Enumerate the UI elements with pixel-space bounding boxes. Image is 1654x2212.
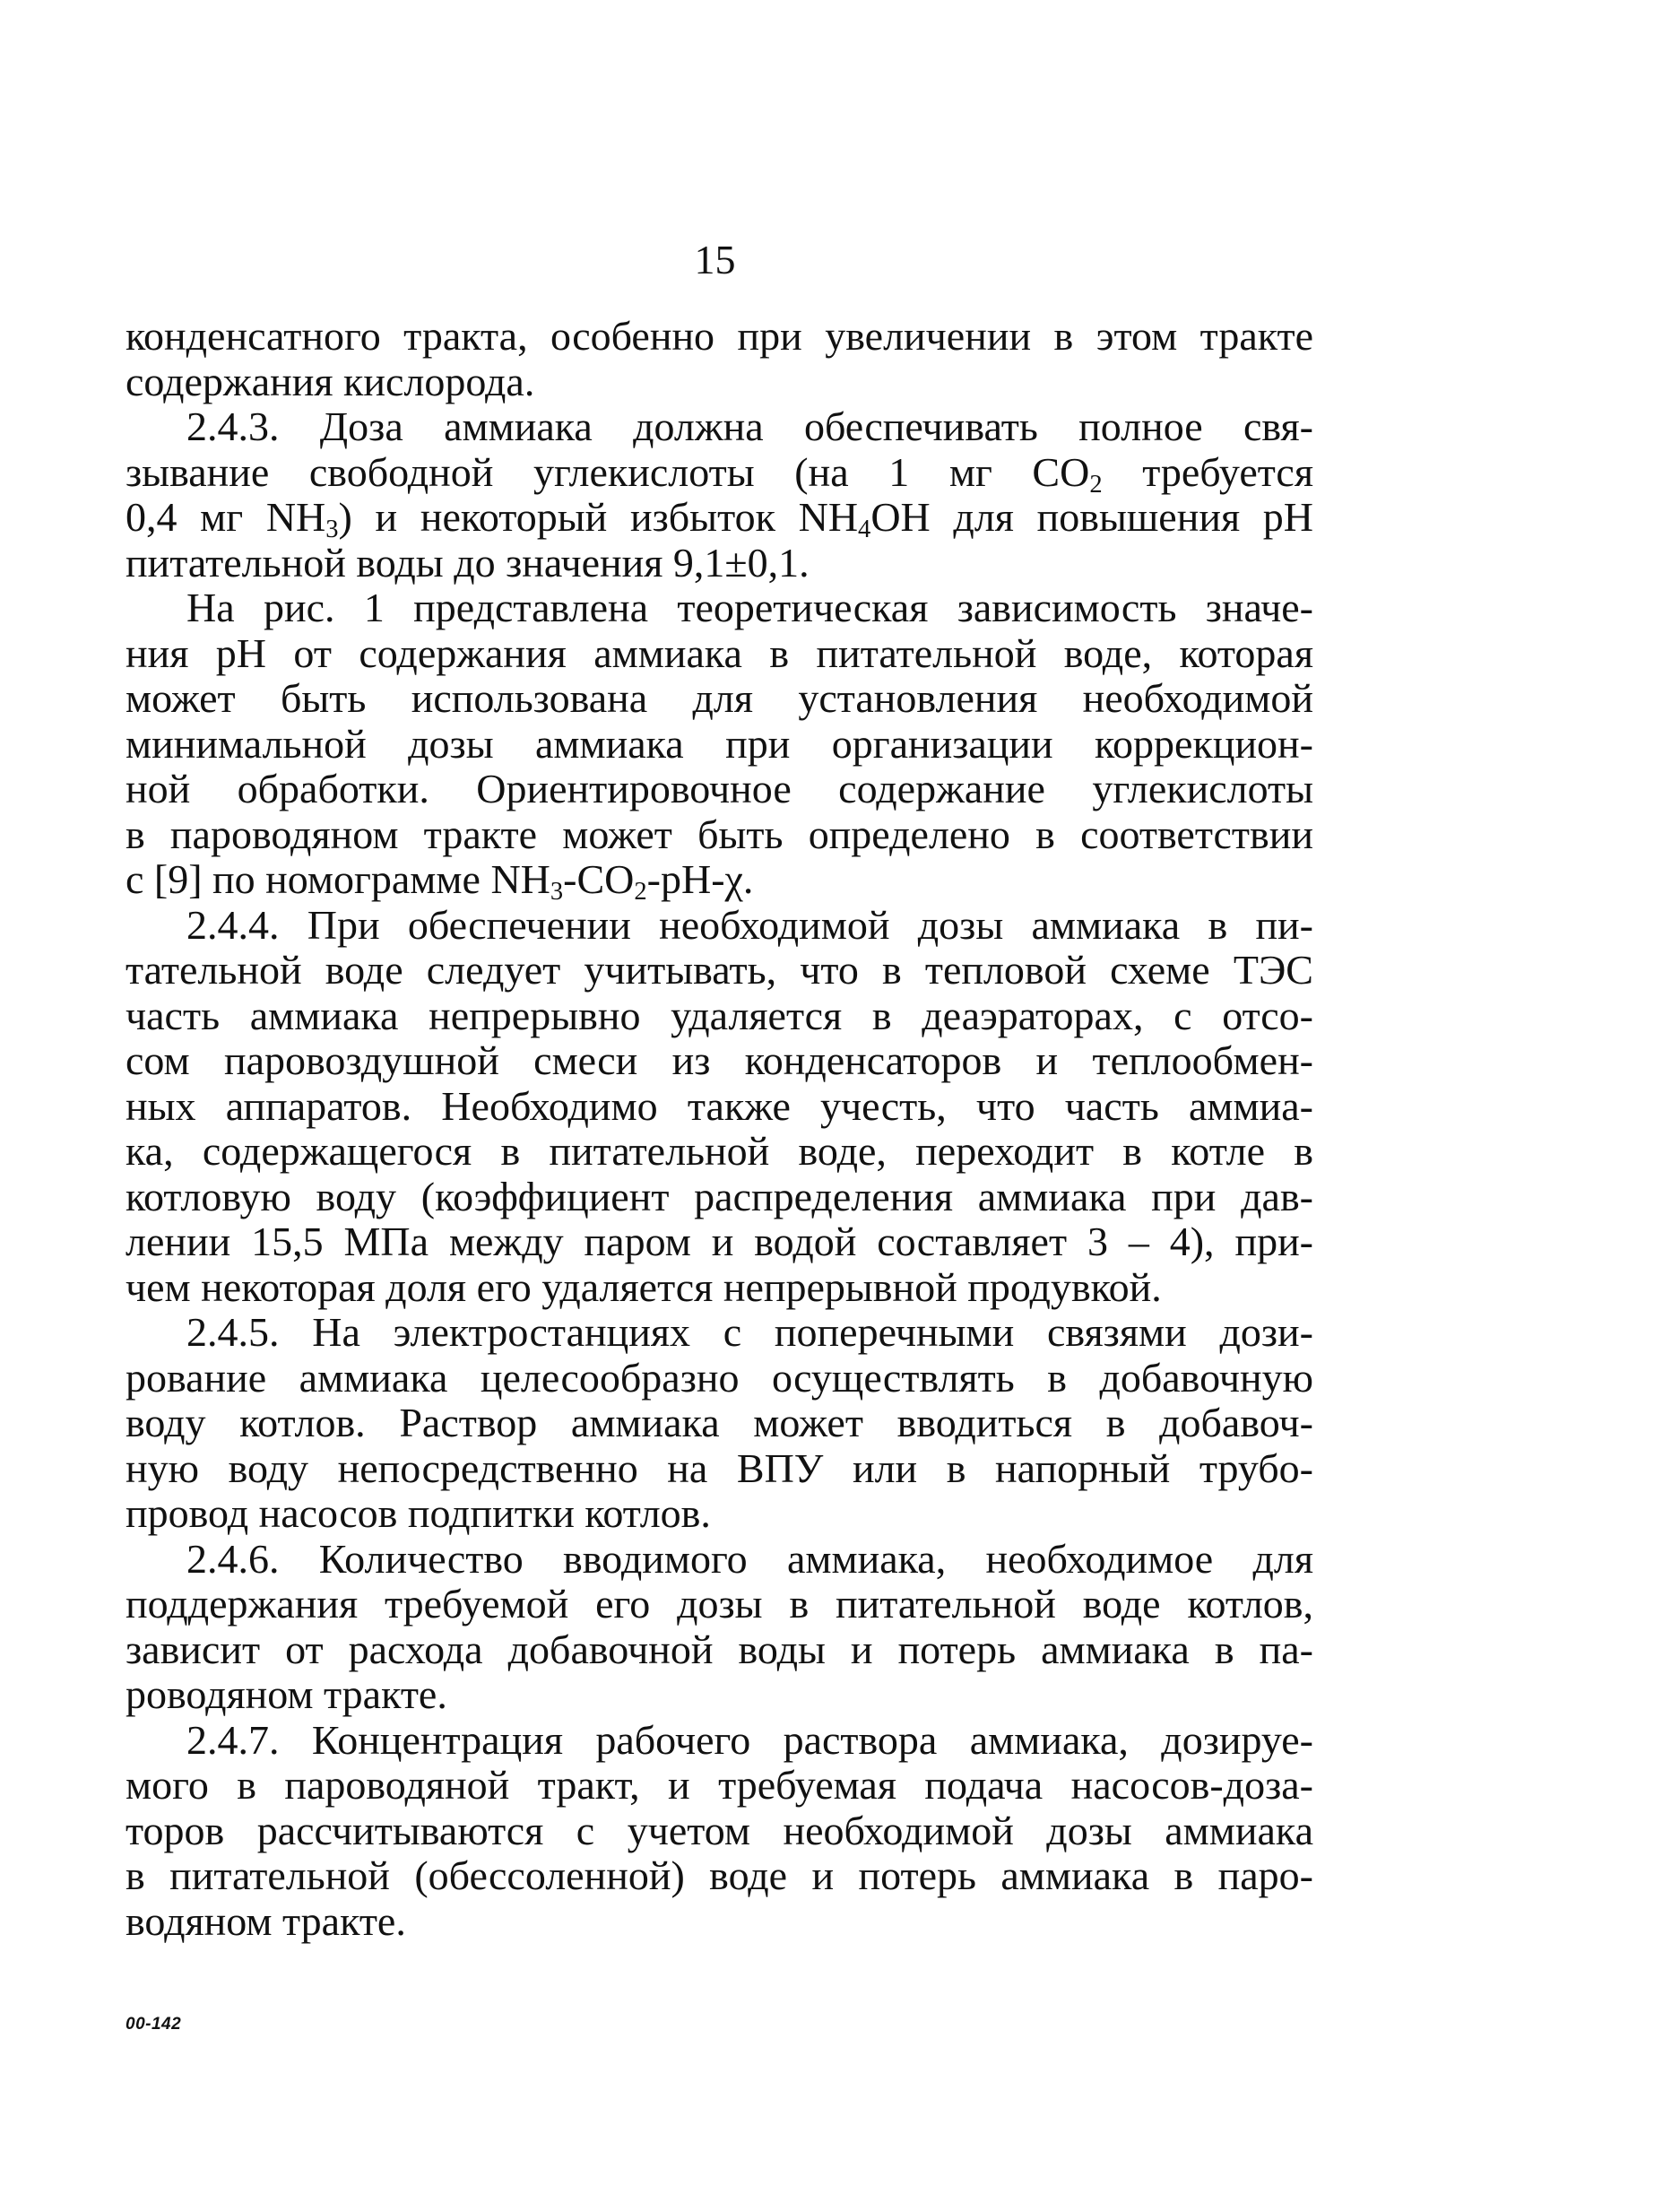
text-line: с [9] по номограмме $NH_3-CO_2-pH-\chi$. xyxy=(126,856,754,906)
text-line: 0,4 мг $NH_3$) и некоторый избыток $NH_4OH$ для повышения pH xyxy=(126,494,1313,544)
text-line: ния pH от содержания аммиака в питательной воде, которая xyxy=(126,629,1313,676)
text-line: рование аммиака целесообразно осуществлять в добавочную xyxy=(126,1354,1313,1401)
text-line: питательной воды до значения 9,1±0,1. xyxy=(126,539,810,586)
text-line: содержания кислорода. xyxy=(126,358,535,404)
body-text xyxy=(126,314,1313,1944)
section-2-4-6-start: 2.4.6. Количество вводимого аммиака, необходимое для xyxy=(186,1535,1313,1582)
text-line: котловую воду (коэффициент распределения аммиака при дав- xyxy=(126,1173,1313,1219)
text-line: роводяном тракте. xyxy=(126,1671,447,1717)
text-line: воду котлов. Раствор аммиака может вводиться в добавоч- xyxy=(126,1400,1313,1445)
page-number: 15 xyxy=(694,237,736,282)
text-line: ную воду непосредственно на ВПУ или в напорный трубо- xyxy=(126,1444,1313,1491)
subscript: 4 xyxy=(858,516,871,544)
text-line: в питательной (обессоленной) воде и потерь аммиака в паро- xyxy=(126,1852,1313,1898)
text-line: водяном тракте. xyxy=(126,1897,406,1944)
section-2-4-7-start: 2.4.7. Концентрация рабочего раствора аммиака, дозируе- xyxy=(186,1716,1313,1763)
text-line: поддержания требуемой его дозы в питательной воде котлов, xyxy=(126,1581,1313,1626)
text-line: ных аппаратов. Необходимо также учесть, что часть аммиа- xyxy=(126,1082,1313,1129)
text-line: ка, содержащегося в питательной воде, переходит в котле в xyxy=(126,1128,1313,1174)
text-line: в пароводяном тракте может быть определено в соответствии xyxy=(126,811,1313,857)
footer-code: 00-142 xyxy=(126,2015,182,2034)
section-2-4-3-start: 2.4.3. Доза аммиака должна обеспечивать полное свя- xyxy=(186,403,1313,449)
text-line: зависит от расхода добавочной воды и потерь аммиака в па- xyxy=(126,1626,1313,1672)
text-line: мого в пароводяной тракт, и требуемая подача насосов-доза- xyxy=(126,1762,1313,1808)
subscript: 3 xyxy=(550,878,564,906)
section-2-4-5-start: 2.4.5. На электростанциях с поперечными связями дози- xyxy=(186,1309,1313,1355)
text-line: лении 15,5 МПа между паром и водой составляет 3 – 4), при- xyxy=(126,1219,1313,1264)
text-line: зывание свободной углекислоты (на 1 мг $CO_2$ требуется xyxy=(126,448,1313,499)
figure-reference-paragraph-start: На рис. 1 представлена теоретическая зависимость значе- xyxy=(186,585,1313,630)
subscript: 3 xyxy=(325,516,339,544)
text-line: провод насосов подпитки котлов. xyxy=(126,1490,711,1536)
subscript: 2 xyxy=(634,878,647,906)
text-line: ной обработки. Ориентировочное содержание углекислоты xyxy=(126,766,1313,811)
text-line: часть аммиака непрерывно удаляется в деаэраторах, с отсо- xyxy=(126,992,1313,1038)
text-line: конденсатного тракта, особенно при увеличении в этом тракте xyxy=(126,313,1313,359)
text-line: тательной воде следует учитывать, что в тепловой схеме ТЭС xyxy=(126,947,1313,993)
section-2-4-4-start: 2.4.4. При обеспечении необходимой дозы аммиака в пи- xyxy=(186,901,1313,948)
text-line: сом паровоздушной смеси из конденсаторов и теплообмен- xyxy=(126,1037,1313,1083)
subscript: 2 xyxy=(1089,470,1103,499)
text-line: чем некоторая доля его удаляется непрерывной продувкой. xyxy=(126,1263,1162,1310)
text-line: может быть использована для установления необходимой xyxy=(126,675,1313,721)
text-line: минимальной дозы аммиака при организации коррекцион- xyxy=(126,720,1313,767)
text-line: торов рассчитываются с учетом необходимой дозы аммиака xyxy=(126,1807,1313,1853)
